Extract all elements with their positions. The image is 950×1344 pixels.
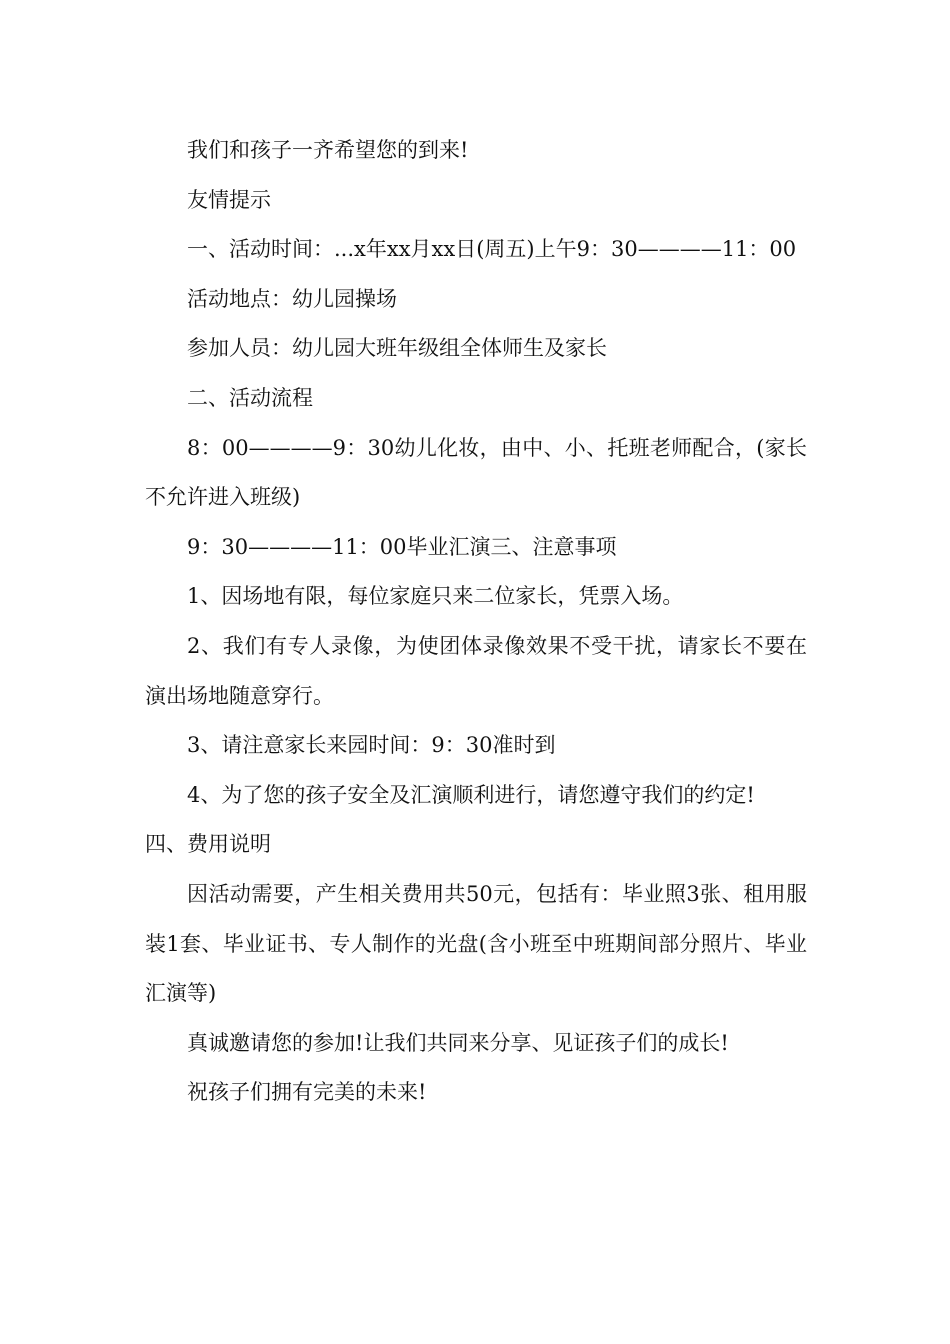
friendly-tips-heading: 友情提示 xyxy=(187,187,271,212)
activity-location-paragraph: 活动地点：幼儿园操场 xyxy=(187,286,397,311)
notice-item-4: 4、为了您的孩子安全及汇演顺利进行，请您遵守我们的约定! xyxy=(187,782,755,807)
notice-item-1: 1、因场地有限，每位家庭只来二位家长，凭票入场。 xyxy=(187,584,684,609)
closing-wish-paragraph: 祝孩子们拥有完美的未来! xyxy=(187,1080,427,1105)
notice-item-3: 3、请注意家长来园时间：9：30准时到 xyxy=(187,733,556,758)
activity-time-paragraph: 一、活动时间：...x年xx月xx日(周五)上午9：30————11：00 xyxy=(187,237,797,262)
document-body xyxy=(145,126,807,1118)
activity-process-heading: 二、活动流程 xyxy=(187,385,313,410)
fee-heading: 四、费用说明 xyxy=(145,832,271,857)
participants-paragraph: 参加人员：幼儿园大班年级组全体师生及家长 xyxy=(187,336,607,361)
fee-description-paragraph: 因活动需要，产生相关费用共50元，包括有：毕业照3张、租用服装1套、毕业证书、专人制作的光盘(含小班至中班期间部分照片、毕业汇演等) xyxy=(145,881,807,1006)
notice-item-2: 2、我们有专人录像，为使团体录像效果不受干扰，请家长不要在演出场地随意穿行。 xyxy=(145,633,807,708)
performance-schedule-paragraph: 9：30————11：00毕业汇演三、注意事项 xyxy=(187,534,617,559)
closing-hope-paragraph: 我们和孩子一齐希望您的到来! xyxy=(187,138,469,162)
invitation-paragraph: 真诚邀请您的参加!让我们共同来分享、见证孩子们的成长! xyxy=(187,1030,729,1055)
makeup-schedule-paragraph: 8：00————9：30幼儿化妆，由中、小、托班老师配合，(家长不允许进入班级) xyxy=(145,435,807,510)
